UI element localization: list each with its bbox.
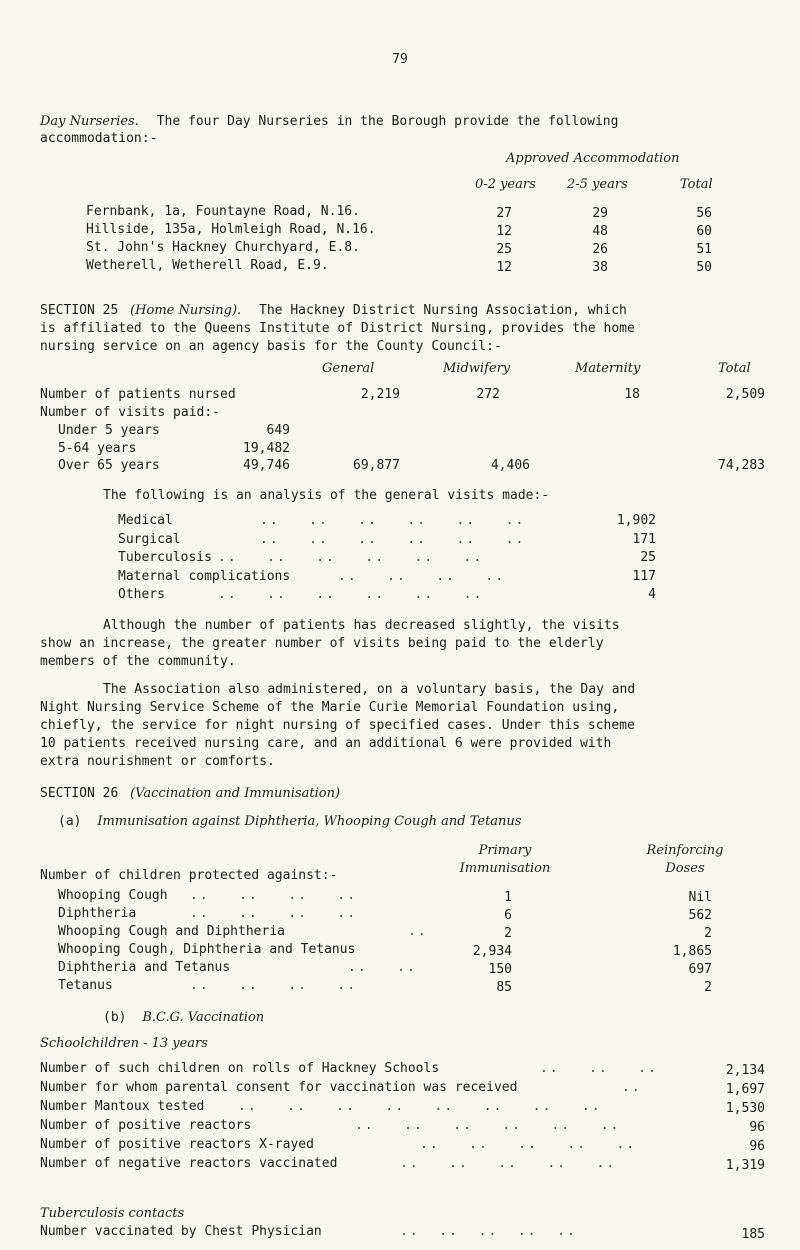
section25-line1: The Hackney District Nursing Association, which — [259, 303, 627, 318]
bcg-label: Number of negative reactors vaccinated — [40, 1156, 338, 1171]
visit-age-value: 649 — [266, 423, 290, 438]
patients-general: 2,219 — [360, 387, 400, 402]
primary-value: 1 — [504, 890, 512, 905]
visit-age-value: 49,746 — [243, 458, 290, 473]
patients-nursed-label: Number of patients nursed — [40, 387, 236, 402]
visits-maternity: 4,406 — [490, 458, 530, 473]
para2-line2: Night Nursing Service Scheme of the Marie Curie Memorial Foundation using, — [40, 700, 620, 715]
nursery-0-2: 25 — [496, 242, 512, 257]
bcg-label: Number for whom parental consent for vaccination was received — [40, 1080, 518, 1095]
col-reinforcing-2: Doses — [665, 861, 705, 876]
para1-line3: members of the community. — [40, 654, 236, 669]
nursery-name: St. John's Hackney Churchyard, E.8. — [86, 240, 360, 255]
reinforcing-value: 1,865 — [672, 944, 712, 959]
primary-value: 6 — [504, 908, 512, 923]
day-nurseries-title: Day Nurseries. — [40, 114, 139, 129]
bcg-label: Number Mantoux tested — [40, 1099, 205, 1114]
primary-value: 150 — [488, 962, 512, 977]
leader-dots: .. .. .. .. — [190, 978, 358, 993]
immunisation-label: Whooping Cough and Diphtheria — [58, 924, 285, 939]
col-reinforcing-1: Reinforcing — [646, 843, 724, 858]
nursery-2-5: 48 — [592, 224, 608, 239]
bcg-value: 2,134 — [725, 1063, 765, 1078]
day-nurseries-intro-cont: accommodation:- — [40, 131, 158, 146]
bcg-value: 96 — [749, 1120, 765, 1135]
leader-dots: .. .. .. .. .. — [400, 1156, 617, 1171]
leader-dots: .. — [622, 1080, 642, 1095]
primary-value: 2 — [504, 926, 512, 941]
section26-title: (Vaccination and Immunisation) — [130, 786, 341, 801]
nursery-2-5: 26 — [592, 242, 608, 257]
para1-line1: Although the number of patients has decreased slightly, the visits — [103, 618, 620, 633]
col-0-2-years: 0-2 years — [475, 177, 536, 192]
bcg-value: 1,697 — [725, 1082, 765, 1097]
bcg-label: Number of positive reactors X-rayed — [40, 1137, 314, 1152]
visits-total: 74,283 — [718, 458, 765, 473]
subsection-b-label: (b) — [103, 1010, 127, 1025]
leader-dots: .. .. .. .. .. .. — [218, 587, 484, 602]
section25-heading — [40, 303, 627, 318]
nursery-2-5: 38 — [592, 260, 608, 275]
col-total: Total — [680, 177, 713, 192]
immunisation-label: Whooping Cough — [58, 888, 168, 903]
bcg-value: 1,319 — [725, 1158, 765, 1173]
analysis-label: Maternal complications — [118, 568, 291, 584]
visit-age-label: Over 65 years — [58, 458, 160, 473]
para2-line5: extra nourishment or comforts. — [40, 754, 275, 769]
col-total-25: Total — [718, 361, 751, 376]
immunisation-label: Tetanus — [58, 978, 113, 993]
tb-dots: .. .. .. .. .. — [400, 1224, 577, 1239]
nursery-total: 51 — [696, 242, 712, 257]
leader-dots: .. .. .. .. .. .. — [355, 1118, 621, 1133]
para2-line4: 10 patients received nursing care, and an additional 6 were provided with — [40, 736, 612, 751]
nursery-name: Wetherell, Wetherell Road, E.9. — [86, 258, 329, 273]
para1-line2: show an increase, the greater number of visits being paid to the elderly — [40, 636, 604, 651]
col-midwifery: Midwifery — [443, 361, 511, 376]
analysis-value: 4 — [648, 587, 656, 602]
nursery-total: 50 — [696, 260, 712, 275]
nursery-total: 56 — [696, 206, 712, 221]
bcg-value: 96 — [749, 1139, 765, 1154]
visits-paid-label: Number of visits paid:- — [40, 405, 221, 420]
col-primary-2: Immunisation — [459, 861, 551, 876]
analysis-value: 1,902 — [616, 513, 656, 528]
subsection-a-label: (a) — [58, 814, 82, 829]
analysis-value: 117 — [632, 568, 656, 584]
schoolchildren-heading: Schoolchildren - 13 years — [40, 1036, 208, 1051]
immunisation-label: Whooping Cough, Diphtheria and Tetanus — [58, 942, 356, 957]
bcg-value: 1,530 — [725, 1101, 765, 1116]
approved-accommodation-header: Approved Accommodation — [506, 151, 680, 166]
tb-vaccinated-label: Number vaccinated by Chest Physician — [40, 1224, 322, 1239]
analysis-value: 171 — [632, 531, 656, 547]
nursery-name: Fernbank, 1a, Fountayne Road, N.16. — [86, 204, 360, 219]
tb-vaccinated-value: 185 — [741, 1227, 765, 1242]
analysis-label: Surgical — [118, 531, 181, 547]
section25-line2: is affiliated to the Queens Institute of District Nursing, provides the home — [40, 321, 635, 336]
reinforcing-value: 562 — [688, 908, 712, 923]
col-2-5-years: 2-5 years — [567, 177, 628, 192]
leader-dots: .. .. .. .. .. — [420, 1137, 637, 1152]
leader-dots: .. .. .. .. .. .. .. .. — [238, 1099, 602, 1114]
analysis-label: Others — [118, 587, 165, 602]
primary-value: 2,934 — [472, 944, 512, 959]
leader-dots: .. .. .. .. — [338, 568, 506, 584]
analysis-intro: The following is an analysis of the general visits made:- — [103, 488, 550, 503]
nursery-0-2: 27 — [496, 206, 512, 221]
analysis-value: 25 — [640, 550, 656, 565]
section25-line3: nursing service on an agency basis for the County Council:- — [40, 339, 502, 354]
patients-maternity: 18 — [624, 387, 640, 402]
col-primary-1: Primary — [478, 843, 532, 858]
day-nurseries-intro: The four Day Nurseries in the Borough provide the following — [156, 114, 619, 129]
nursery-name: Hillside, 135a, Holmleigh Road, N.16. — [86, 222, 376, 237]
immunisation-label: Diphtheria — [58, 906, 137, 921]
nursery-total: 60 — [696, 224, 712, 239]
primary-value: 85 — [496, 980, 512, 995]
para2-line1: The Association also administered, on a voluntary basis, the Day and — [103, 682, 636, 697]
section25-title: (Home Nursing). — [130, 303, 242, 318]
visit-age-label: Under 5 years — [58, 423, 160, 438]
section25-label: SECTION 25 — [40, 303, 119, 318]
bcg-label: Number of positive reactors — [40, 1118, 252, 1133]
page-number: 79 — [392, 52, 408, 67]
reinforcing-value: 697 — [688, 962, 712, 977]
protected-against-label: Number of children protected against:- — [40, 868, 338, 883]
tb-contacts-heading: Tuberculosis contacts — [40, 1206, 185, 1221]
nursery-2-5: 29 — [592, 206, 608, 221]
analysis-label: Medical — [118, 513, 173, 528]
visits-general: 69,877 — [353, 458, 400, 473]
visit-age-label: 5-64 years — [58, 440, 137, 456]
reinforcing-value: 2 — [704, 980, 712, 995]
patients-midwifery: 272 — [476, 387, 500, 402]
col-general: General — [322, 361, 375, 376]
subsection-a-heading — [58, 814, 521, 829]
bcg-label: Number of such children on rolls of Hackney Schools — [40, 1061, 440, 1076]
visit-age-value: 19,482 — [243, 440, 290, 456]
patients-total: 2,509 — [725, 387, 765, 402]
immunisation-label: Diphtheria and Tetanus — [58, 960, 231, 975]
reinforcing-value: Nil — [688, 890, 712, 905]
day-nurseries-heading — [40, 114, 618, 129]
nursery-0-2: 12 — [496, 260, 512, 275]
leader-dots: .. .. .. — [540, 1061, 658, 1076]
subsection-a-title: Immunisation against Diphtheria, Whooping Cough and Tetanus — [97, 814, 522, 829]
leader-dots: .. .. .. .. .. .. — [260, 513, 526, 528]
para2-line3: chiefly, the service for night nursing of specified cases. Under this scheme — [40, 718, 635, 733]
nursery-0-2: 12 — [496, 224, 512, 239]
col-maternity: Maternity — [575, 361, 641, 376]
subsection-b-title: B.C.G. Vaccination — [142, 1010, 265, 1025]
leader-dots: .. .. — [348, 960, 417, 975]
leader-dots: .. .. .. .. .. .. — [218, 550, 484, 565]
leader-dots: .. .. .. .. — [190, 906, 358, 921]
reinforcing-value: 2 — [704, 926, 712, 941]
analysis-label: Tuberculosis — [118, 550, 212, 565]
section26-label: SECTION 26 — [40, 786, 119, 801]
section26-heading — [40, 786, 340, 801]
leader-dots: .. .. .. .. .. .. — [260, 531, 526, 547]
leader-dots: .. — [408, 924, 428, 939]
subsection-b-heading — [103, 1010, 264, 1025]
leader-dots: .. .. .. .. — [190, 888, 358, 903]
